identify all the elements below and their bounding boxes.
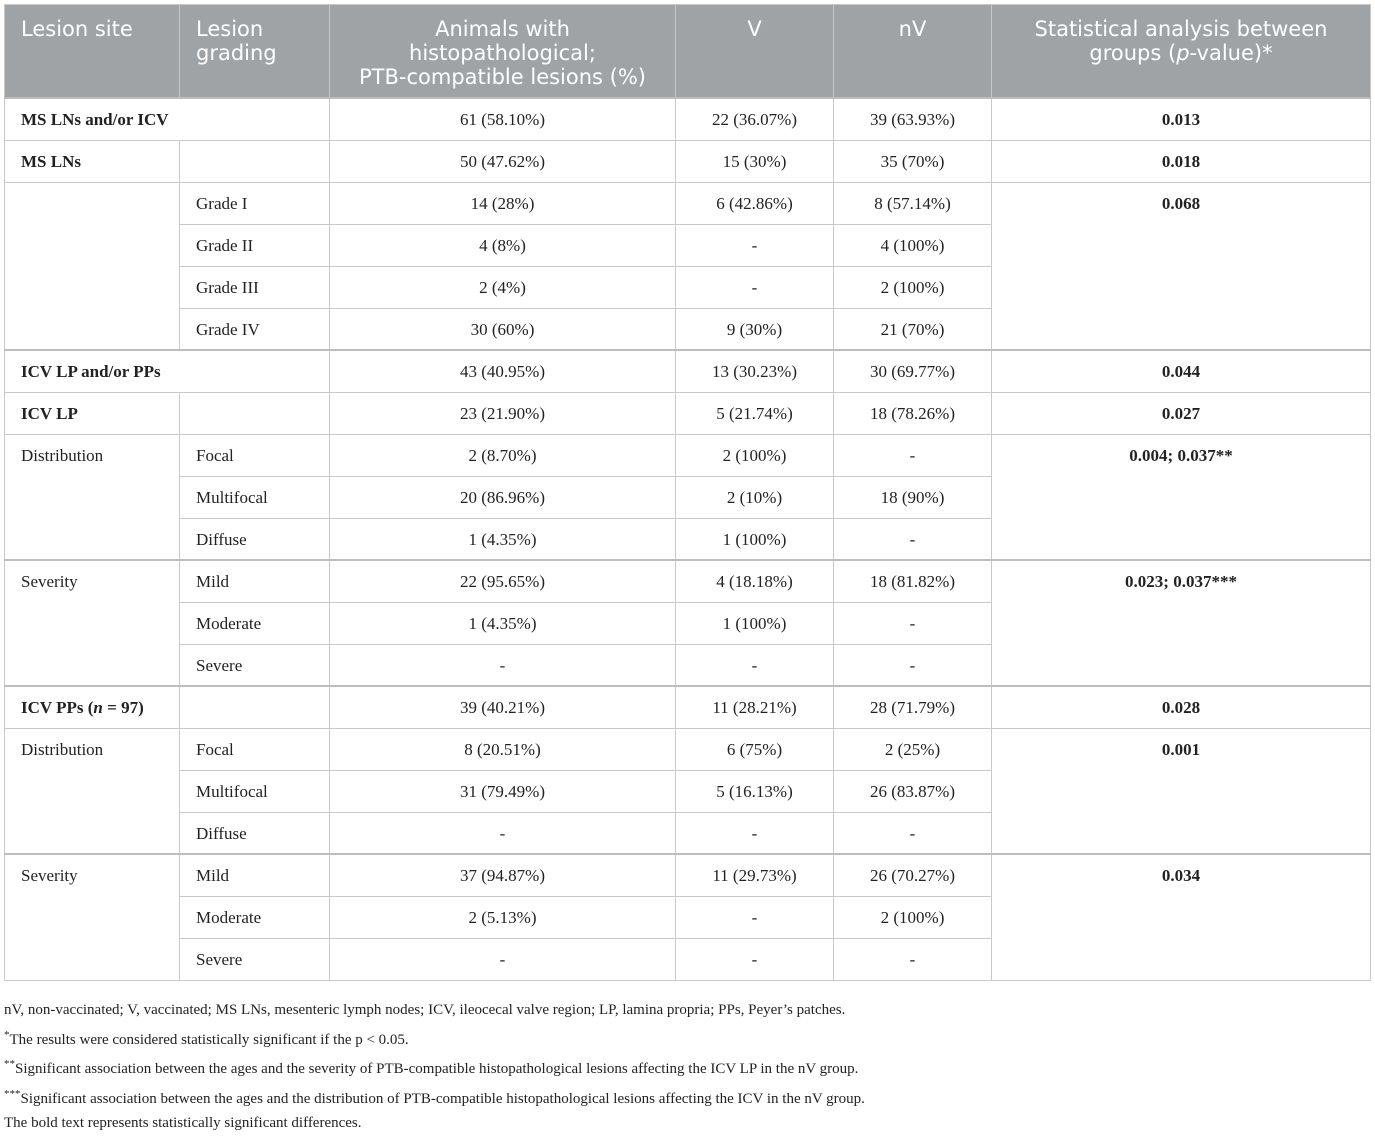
p-value-cell: 0.004; 0.037** (992, 434, 1371, 560)
animals-cell: 2 (8.70%) (330, 434, 676, 476)
v-cell: 5 (21.74%) (676, 392, 834, 434)
header-row (5, 5, 1371, 99)
lesion-grading-cell: Mild (180, 854, 330, 896)
v-cell: - (676, 812, 834, 854)
lesion-grading-cell (180, 392, 330, 434)
v-cell: 15 (30%) (676, 140, 834, 182)
v-cell: 22 (36.07%) (676, 98, 834, 140)
header-lesion-grading: Lesion grading (180, 5, 330, 99)
p-value-cell: 0.013 (992, 98, 1371, 140)
nv-cell: - (834, 812, 992, 854)
table-row (5, 854, 1371, 896)
header-v: V (676, 5, 834, 99)
animals-cell: 1 (4.35%) (330, 518, 676, 560)
lesion-grading-cell: Grade I (180, 182, 330, 224)
animals-cell: 39 (40.21%) (330, 686, 676, 728)
nv-cell: - (834, 434, 992, 476)
nv-cell: - (834, 602, 992, 644)
nv-cell: 2 (25%) (834, 728, 992, 770)
nv-cell: 30 (69.77%) (834, 350, 992, 392)
v-cell: - (676, 896, 834, 938)
v-cell: - (676, 266, 834, 308)
v-cell: 1 (100%) (676, 518, 834, 560)
footnote-2: **Significant association between the ages and the severity of PTB-compatible histopathological lesions affecting the ICV LP in the nV group. (4, 1058, 859, 1077)
nv-cell: 18 (81.82%) (834, 560, 992, 602)
header-statistical-analysis: Statistical analysis between groups (p-value)* (992, 5, 1371, 99)
animals-cell: 30 (60%) (330, 308, 676, 350)
lesion-grading-cell: Multifocal (180, 476, 330, 518)
lesion-site-cell: ICV LP and/or PPs (5, 350, 330, 392)
v-cell: 13 (30.23%) (676, 350, 834, 392)
table-row (5, 728, 1371, 770)
nv-cell: 4 (100%) (834, 224, 992, 266)
table-row (5, 140, 1371, 182)
data-table (4, 4, 1371, 981)
nv-cell: - (834, 518, 992, 560)
lesion-grading-cell: Multifocal (180, 770, 330, 812)
table-row (5, 434, 1371, 476)
nv-cell: 35 (70%) (834, 140, 992, 182)
animals-cell: 22 (95.65%) (330, 560, 676, 602)
lesion-grading-cell: Moderate (180, 602, 330, 644)
animals-cell: 2 (4%) (330, 266, 676, 308)
nv-cell: 2 (100%) (834, 896, 992, 938)
lesion-site-cell: Severity (5, 854, 180, 980)
lesion-site-cell: ICV PPs (n = 97) (5, 686, 180, 728)
lesion-grading-cell: Focal (180, 434, 330, 476)
animals-cell: 14 (28%) (330, 182, 676, 224)
table-row (5, 182, 1371, 224)
table-row (5, 392, 1371, 434)
animals-cell: 20 (86.96%) (330, 476, 676, 518)
header-lesion-site: Lesion site (5, 5, 180, 99)
p-value-cell: 0.034 (992, 854, 1371, 980)
animals-cell: 4 (8%) (330, 224, 676, 266)
nv-cell: 26 (83.87%) (834, 770, 992, 812)
v-cell: - (676, 938, 834, 980)
lesion-site-cell: Distribution (5, 434, 180, 560)
lesion-grading-cell: Grade II (180, 224, 330, 266)
v-cell: 6 (75%) (676, 728, 834, 770)
animals-cell: 61 (58.10%) (330, 98, 676, 140)
p-value-cell: 0.044 (992, 350, 1371, 392)
lesion-grading-cell (180, 140, 330, 182)
lesion-site-cell: Severity (5, 560, 180, 686)
table-footnotes (4, 998, 1370, 1136)
lesion-grading-cell: Mild (180, 560, 330, 602)
nv-cell: 26 (70.27%) (834, 854, 992, 896)
lesion-site-cell: Distribution (5, 728, 180, 854)
lesion-grading-cell: Severe (180, 938, 330, 980)
animals-cell: 43 (40.95%) (330, 350, 676, 392)
lesion-grading-cell: Diffuse (180, 812, 330, 854)
lesion-grading-cell: Grade III (180, 266, 330, 308)
nv-cell: 21 (70%) (834, 308, 992, 350)
animals-cell: 31 (79.49%) (330, 770, 676, 812)
v-cell: 2 (10%) (676, 476, 834, 518)
v-cell: 1 (100%) (676, 602, 834, 644)
animals-cell: - (330, 812, 676, 854)
table-row (5, 686, 1371, 728)
lesion-site-cell (5, 182, 180, 350)
p-value-cell: 0.028 (992, 686, 1371, 728)
nv-cell: 2 (100%) (834, 266, 992, 308)
animals-cell: 2 (5.13%) (330, 896, 676, 938)
lesion-grading-cell (180, 686, 330, 728)
lesion-grading-cell: Focal (180, 728, 330, 770)
animals-cell: 8 (20.51%) (330, 728, 676, 770)
footnote-3: ***Significant association between the ages and the distribution of PTB-compatible histopathological lesions affecting the ICV in the nV group. (4, 1087, 865, 1107)
lesion-site-cell: MS LNs and/or ICV (5, 98, 330, 140)
nv-cell: 8 (57.14%) (834, 182, 992, 224)
bold-text-note: The bold text represents statistically significant differences. (4, 1115, 362, 1131)
table-row (5, 98, 1371, 140)
p-value-cell: 0.027 (992, 392, 1371, 434)
v-cell: 4 (18.18%) (676, 560, 834, 602)
v-cell: 11 (28.21%) (676, 686, 834, 728)
animals-cell: - (330, 938, 676, 980)
animals-cell: 37 (94.87%) (330, 854, 676, 896)
animals-cell: 1 (4.35%) (330, 602, 676, 644)
nv-cell: - (834, 644, 992, 686)
lesion-site-cell: MS LNs (5, 140, 180, 182)
nv-cell: - (834, 938, 992, 980)
header-nv: nV (834, 5, 992, 99)
lesion-grading-cell: Grade IV (180, 308, 330, 350)
p-value-cell: 0.018 (992, 140, 1371, 182)
animals-cell: - (330, 644, 676, 686)
lesion-grading-cell: Diffuse (180, 518, 330, 560)
v-cell: 9 (30%) (676, 308, 834, 350)
p-value-cell: 0.068 (992, 182, 1371, 350)
v-cell: 6 (42.86%) (676, 182, 834, 224)
nv-cell: 18 (78.26%) (834, 392, 992, 434)
nv-cell: 18 (90%) (834, 476, 992, 518)
header-animals: Animals with histopathological; PTB-compatible lesions (%) (330, 5, 676, 99)
lesion-grading-cell: Moderate (180, 896, 330, 938)
v-cell: 11 (29.73%) (676, 854, 834, 896)
abbreviations-note: nV, non-vaccinated; V, vaccinated; MS LNs, mesenteric lymph nodes; ICV, ileocecal valve region; LP, lamina propria; PPs, Peyer’s patches. (4, 1002, 846, 1018)
p-value-cell: 0.023; 0.037*** (992, 560, 1371, 686)
lesion-grading-cell: Severe (180, 644, 330, 686)
v-cell: 5 (16.13%) (676, 770, 834, 812)
nv-cell: 39 (63.93%) (834, 98, 992, 140)
lesion-site-cell: ICV LP (5, 392, 180, 434)
animals-cell: 23 (21.90%) (330, 392, 676, 434)
table-row (5, 560, 1371, 602)
v-cell: - (676, 224, 834, 266)
v-cell: 2 (100%) (676, 434, 834, 476)
p-value-cell: 0.001 (992, 728, 1371, 854)
nv-cell: 28 (71.79%) (834, 686, 992, 728)
animals-cell: 50 (47.62%) (330, 140, 676, 182)
v-cell: - (676, 644, 834, 686)
footnote-1: *The results were considered statistically significant if the p < 0.05. (4, 1028, 409, 1048)
table-row (5, 350, 1371, 392)
